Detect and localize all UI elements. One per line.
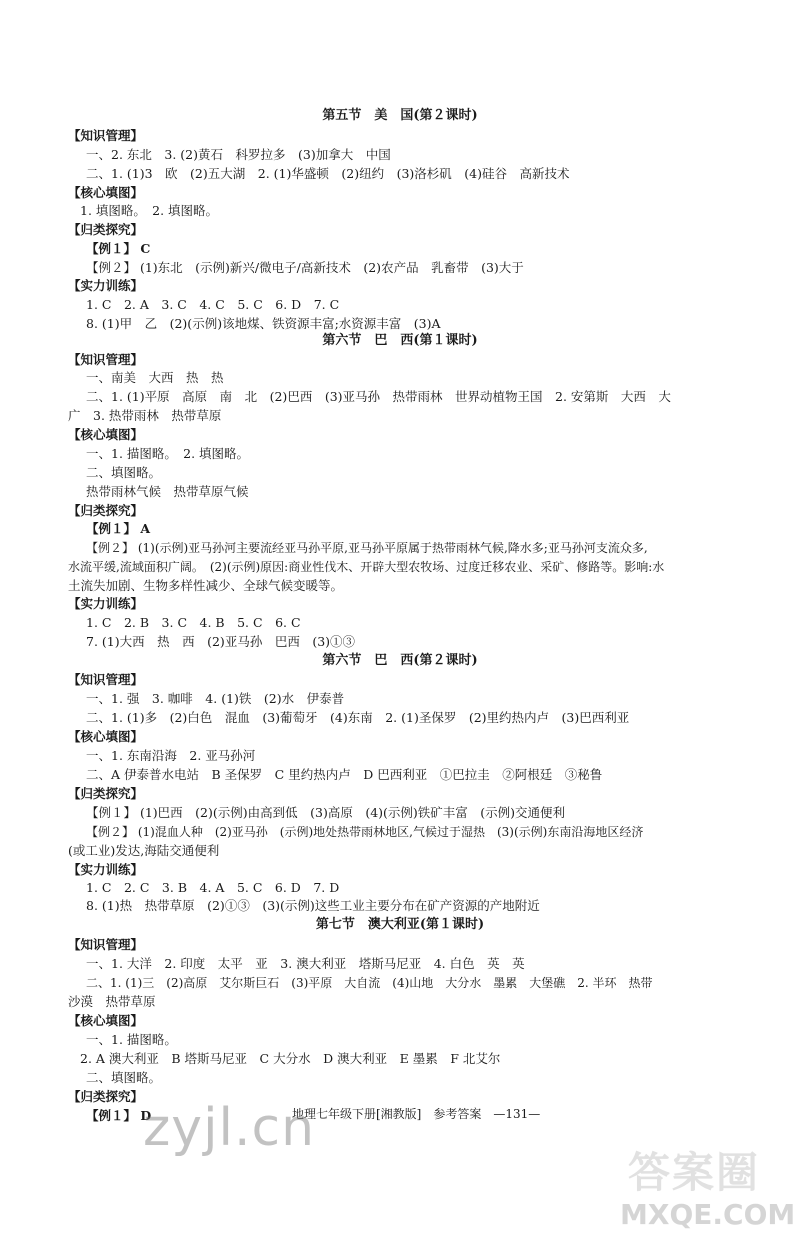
heading-practice: 【实力训练】: [68, 278, 144, 293]
answer-line: 热带雨林气候 热带草原气候: [86, 484, 249, 499]
answer-line: 二、1. (1)多 (2)白色 混血 (3)葡萄牙 (4)东南 2. (1)圣保罗 (2)里约热内卢 (3)巴西利亚: [86, 710, 630, 725]
watermark-zyjl: zyjl.cn: [143, 1098, 316, 1158]
example-line: 【例２】 (1)东北 (示例)新兴/微电子/高新技术 (2)农产品 乳畜带 (3)大于: [86, 260, 524, 275]
heading-explore: 【归类探究】: [68, 222, 144, 237]
answer-line: 一、1. 东南沿海 2. 亚马孙河: [86, 748, 256, 763]
section-title: 第七节 澳大利亚(第１课时): [315, 917, 485, 932]
page-footer: 地理七年级下册[湘教版] 参考答案 —131—: [292, 1107, 541, 1121]
watermark-site: MXQE.COM: [620, 1198, 796, 1231]
answer-line: 一、1. 描图略。 2. 填图略。: [86, 446, 250, 461]
answer-line: 二、A 伊泰普水电站 B 圣保罗 C 里约热内卢 D 巴西利亚 ①巴拉圭 ②阿根廷 ③秘鲁: [86, 767, 603, 782]
answer-line: 二、填图略。: [86, 465, 162, 480]
example-line: 【例１】 A: [86, 521, 151, 536]
heading-explore: 【归类探究】: [68, 1089, 144, 1104]
answer-line: 土流失加剧、生物多样性减少、全球气候变暖等。: [68, 578, 344, 593]
heading-core-map: 【核心填图】: [68, 729, 144, 744]
answer-line: 二、1. (1)平原 高原 南 北 (2)巴西 (3)亚马孙 热带雨林 世界动植物王国 2. 安第斯 大西 大: [86, 389, 671, 404]
heading-knowledge: 【知识管理】: [68, 352, 144, 367]
section-title: 第六节 巴 西(第２课时): [322, 653, 478, 668]
section-title: 第六节 巴 西(第１课时): [322, 333, 478, 348]
answer-line: 1. C 2. A 3. C 4. C 5. C 6. D 7. C: [86, 297, 340, 312]
answer-line: 一、南美 大西 热 热: [86, 370, 224, 385]
example-line: 【例１】 (1)巴西 (2)(示例)由高到低 (3)高原 (4)(示例)铁矿丰富 (示例)交通便利: [86, 805, 566, 820]
heading-knowledge: 【知识管理】: [68, 672, 144, 687]
section-title: 第五节 美 国(第２课时): [322, 108, 478, 123]
answer-line: 一、1. 大洋 2. 印度 太平 亚 3. 澳大利亚 塔斯马尼亚 4. 白色 英 英: [86, 956, 525, 971]
heading-knowledge: 【知识管理】: [68, 937, 144, 952]
answer-line: 二、1. (1)三 (2)高原 艾尔斯巨石 (3)平原 大自流 (4)山地 大分水 墨累 大堡礁 2. 半环 热带: [86, 976, 653, 990]
heading-explore: 【归类探究】: [68, 786, 144, 801]
answer-line: 8. (1)甲 乙 (2)(示例)该地煤、铁资源丰富;水资源丰富 (3)A: [86, 316, 441, 331]
example-line: 【例２】 (1)混血人种 (2)亚马孙 (示例)地处热带雨林地区,气候过于湿热 (3)(示例)东南沿海地区经济: [86, 825, 644, 839]
heading-core-map: 【核心填图】: [68, 1013, 144, 1028]
answer-line: 一、2. 东北 3. (2)黄石 科罗拉多 (3)加拿大 中国: [86, 147, 391, 162]
answer-line: 沙漠 热带草原: [68, 994, 156, 1009]
heading-knowledge: 【知识管理】: [68, 128, 144, 143]
answer-line: 广 3. 热带雨林 热带草原: [68, 408, 222, 423]
answer-line: (或工业)发达,海陆交通便利: [68, 843, 220, 858]
answer-line: 1. 填图略。 2. 填图略。: [80, 203, 219, 218]
answer-line: 2. A 澳大利亚 B 塔斯马尼亚 C 大分水 D 澳大利亚 E 墨累 F 北艾尔: [80, 1051, 501, 1066]
heading-core-map: 【核心填图】: [68, 185, 144, 200]
answer-line: 二、1. (1)3 欧 (2)五大湖 2. (1)华盛顿 (2)纽约 (3)洛杉矶 (4)硅谷 高新技术: [86, 166, 570, 181]
watermark-logo: 答案圈: [628, 1148, 761, 1197]
answer-line: 8. (1)热 热带草原 (2)①③ (3)(示例)这些工业主要分布在矿产资源的产地附近: [86, 898, 540, 913]
answer-line: 水流平缓,流域面积广阔。 (2)(示例)原因:商业性伐木、开辟大型农牧场、过度迁移农业、采矿、修路等。影响:水: [68, 560, 665, 574]
heading-practice: 【实力训练】: [68, 862, 144, 877]
answer-line: 一、1. 强 3. 咖啡 4. (1)铁 (2)水 伊泰普: [86, 691, 345, 706]
heading-practice: 【实力训练】: [68, 596, 144, 611]
example-line: 【例１】 D: [86, 1108, 152, 1123]
example-line: 【例２】 (1)(示例)亚马孙河主要流经亚马孙平原,亚马孙平原属于热带雨林气候,降水多;亚马孙河支流众多,: [86, 541, 648, 555]
answer-line: 1. C 2. B 3. C 4. B 5. C 6. C: [86, 615, 301, 630]
answer-line: 1. C 2. C 3. B 4. A 5. C 6. D 7. D: [86, 880, 340, 895]
heading-core-map: 【核心填图】: [68, 427, 144, 442]
heading-explore: 【归类探究】: [68, 503, 144, 518]
answer-line: 二、填图略。: [86, 1070, 162, 1085]
answer-line: 一、1. 描图略。: [86, 1032, 177, 1047]
answer-line: 7. (1)大西 热 西 (2)亚马孙 巴西 (3)①③: [86, 634, 356, 649]
example-line: 【例１】 C: [86, 241, 151, 256]
